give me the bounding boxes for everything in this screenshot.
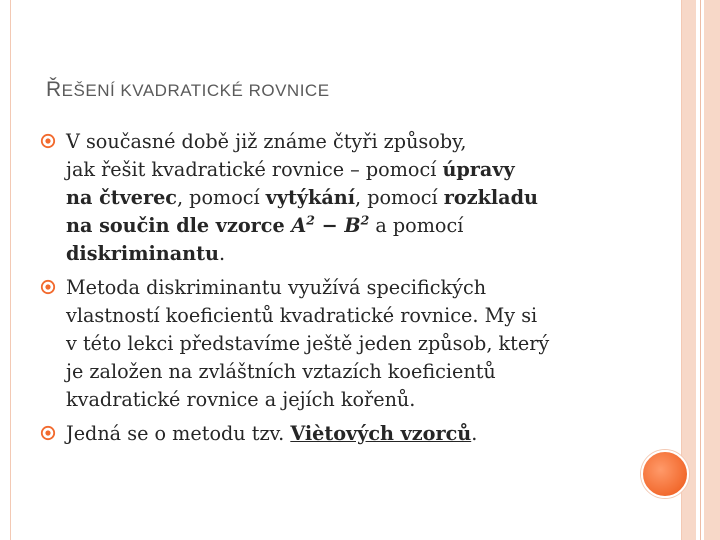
bullet-2-line-2: vlastností koeficientů kvadratické rovnice. My si — [66, 304, 538, 327]
bullet-list — [40, 128, 640, 448]
bullet-item-2 — [40, 274, 640, 414]
title-first-letter: Ř — [46, 78, 62, 101]
bullet-1-line-1: V současné době již známe čtyři způsoby, — [66, 130, 467, 153]
orange-circle-bullet-icon — [40, 279, 56, 295]
term-rozkladu: rozkladu — [443, 186, 538, 209]
orange-circle-bullet-icon — [40, 133, 56, 149]
slide-title — [46, 78, 330, 102]
bullet-1-line-4: na součin dle vzorce $A^2 - B^2$ a pomocí — [66, 212, 464, 237]
bullet-2-line-5: kvadratické rovnice a jejích kořenů. — [66, 388, 416, 411]
bullet-1-line-3: na čtverec, pomocí vytýkání, pomocí rozkladu — [66, 186, 538, 209]
right-decor-line — [700, 0, 701, 540]
term-diskriminantu: diskriminantu — [66, 242, 219, 265]
bullet-item-3 — [40, 420, 640, 448]
bullet-item-1 — [40, 128, 640, 268]
term-uprava: úpravy — [442, 158, 515, 181]
decorative-orb — [641, 450, 689, 498]
title-rest: EŠENÍ KVADRATICKÉ ROVNICE — [61, 81, 330, 100]
bullet-1-line-5: diskriminantu. — [66, 242, 226, 265]
orange-circle-bullet-icon — [40, 425, 56, 441]
bullet-1-line-2: jak řešit kvadratické rovnice – pomocí úpravy — [66, 158, 515, 181]
bullet-2-line-4: je založen na zvláštních vztazích koeficientů — [66, 360, 496, 383]
term-vietovych-vzorcu: Viètových vzorců — [290, 422, 472, 445]
right-decor-band-outer — [704, 0, 720, 540]
term-vytykani: vytýkání — [265, 186, 356, 209]
bullet-2-line-1: Metoda diskriminantu využívá specifických — [66, 276, 487, 299]
bullet-2-line-3: v této lekci představíme ještě jeden způsob, který — [66, 332, 550, 355]
term-na-ctverec: na čtverec — [66, 186, 177, 209]
formula-a2-minus-b2: $A^2 - B^2$ — [291, 212, 370, 237]
bullet-3-line-1: Jedná se o metodu tzv. Viètových vzorců. — [66, 422, 478, 445]
